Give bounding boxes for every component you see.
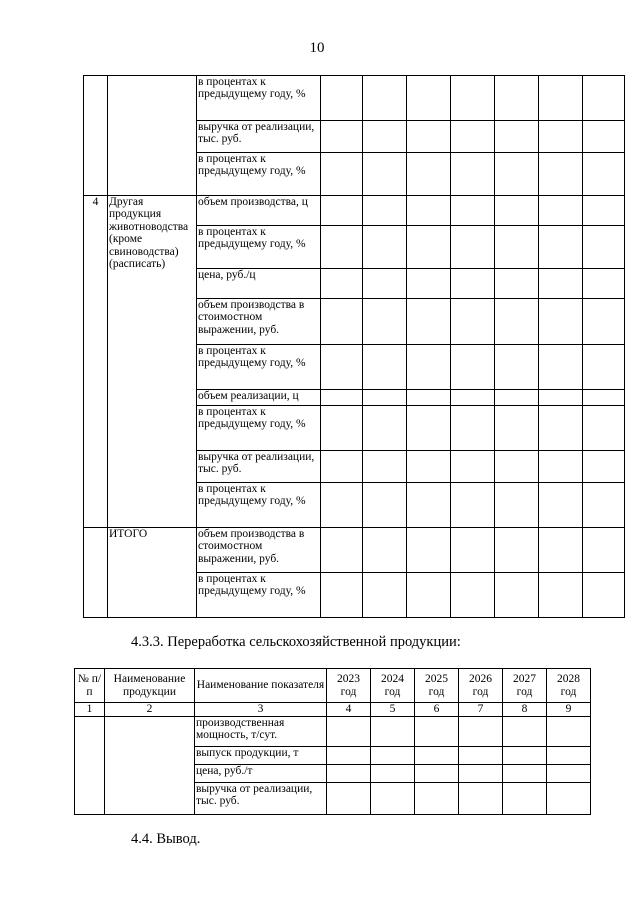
column-header: 2023 год	[327, 669, 371, 703]
column-header: Наименование показателя	[195, 669, 327, 703]
value-cell	[407, 153, 451, 196]
indicator-cell: выручка от реализации, тыс. руб.	[197, 451, 321, 483]
value-cell	[495, 406, 539, 451]
section-heading-4-4: 4.4. Вывод.	[131, 831, 201, 847]
indicator-cell: выручка от реализации, тыс. руб.	[195, 783, 327, 815]
value-cell	[459, 783, 503, 815]
value-cell	[583, 345, 625, 390]
value-cell	[363, 76, 407, 121]
number-cell	[84, 528, 108, 618]
value-cell	[407, 345, 451, 390]
value-cell	[407, 451, 451, 483]
value-cell	[547, 747, 591, 765]
indicator-cell: в процентах к предыдущему году, %	[197, 76, 321, 121]
indicator-cell: в процентах к предыдущему году, %	[197, 406, 321, 451]
column-number: 4	[327, 703, 371, 717]
header-row	[75, 669, 591, 703]
value-cell	[451, 226, 495, 269]
value-cell	[321, 483, 363, 528]
value-cell	[495, 76, 539, 121]
value-cell	[407, 226, 451, 269]
value-cell	[459, 747, 503, 765]
indicator-cell: цена, руб./ц	[197, 269, 321, 299]
value-cell	[503, 765, 547, 783]
indicator-cell: в процентах к предыдущему году, %	[197, 573, 321, 618]
value-cell	[495, 226, 539, 269]
value-cell	[451, 406, 495, 451]
value-cell	[495, 121, 539, 153]
column-header: Наименование продукции	[105, 669, 195, 703]
total-label: ИТОГО	[108, 528, 197, 618]
value-cell	[539, 153, 583, 196]
table-row	[75, 717, 591, 747]
section-heading-4-3-3: 4.3.3. Переработка сельскохозяйственной продукции:	[131, 634, 461, 650]
value-cell	[321, 121, 363, 153]
value-cell	[451, 269, 495, 299]
value-cell	[363, 269, 407, 299]
indicator-cell: выручка от реализации, тыс. руб.	[197, 121, 321, 153]
value-cell	[495, 299, 539, 345]
value-cell	[539, 226, 583, 269]
column-header: 2028 год	[547, 669, 591, 703]
value-cell	[451, 390, 495, 406]
value-cell	[407, 483, 451, 528]
indicator-cell: объем производства, ц	[197, 196, 321, 226]
value-cell	[415, 765, 459, 783]
column-number: 7	[459, 703, 503, 717]
column-header: 2024 год	[371, 669, 415, 703]
value-cell	[539, 390, 583, 406]
indicator-cell: объем производства в стоимостном выражении, руб.	[197, 528, 321, 573]
value-cell	[321, 345, 363, 390]
value-cell	[583, 269, 625, 299]
value-cell	[321, 299, 363, 345]
value-cell	[503, 717, 547, 747]
value-cell	[583, 406, 625, 451]
value-cell	[321, 528, 363, 573]
product-name: Другая продукция животноводства (кроме свиноводства) (расписать)	[108, 196, 197, 528]
column-number-row	[75, 703, 591, 717]
value-cell	[583, 451, 625, 483]
value-cell	[495, 451, 539, 483]
value-cell	[321, 269, 363, 299]
value-cell	[327, 765, 371, 783]
value-cell	[547, 765, 591, 783]
indicator-cell: производственная мощность, т/сут.	[195, 717, 327, 747]
value-cell	[495, 573, 539, 618]
value-cell	[415, 747, 459, 765]
value-cell	[539, 269, 583, 299]
value-cell	[407, 390, 451, 406]
value-cell	[495, 390, 539, 406]
table-row	[84, 196, 625, 226]
value-cell	[583, 483, 625, 528]
value-cell	[321, 451, 363, 483]
product-cell	[105, 717, 195, 815]
value-cell	[539, 451, 583, 483]
value-cell	[407, 76, 451, 121]
value-cell	[363, 196, 407, 226]
table-row	[84, 76, 625, 121]
value-cell	[321, 226, 363, 269]
value-cell	[547, 717, 591, 747]
indicator-cell: объем производства в стоимостном выражении, руб.	[197, 299, 321, 345]
value-cell	[407, 269, 451, 299]
value-cell	[539, 528, 583, 573]
value-cell	[451, 121, 495, 153]
product-cell	[108, 76, 197, 196]
value-cell	[363, 226, 407, 269]
value-cell	[415, 783, 459, 815]
value-cell	[407, 528, 451, 573]
value-cell	[495, 196, 539, 226]
value-cell	[495, 345, 539, 390]
column-number: 3	[195, 703, 327, 717]
value-cell	[363, 299, 407, 345]
indicator-cell: объем реализации, ц	[197, 390, 321, 406]
value-cell	[451, 299, 495, 345]
column-number: 9	[547, 703, 591, 717]
livestock-production-table	[83, 75, 625, 618]
value-cell	[451, 573, 495, 618]
value-cell	[451, 345, 495, 390]
value-cell	[459, 717, 503, 747]
indicator-cell: выпуск продукции, т	[195, 747, 327, 765]
value-cell	[583, 196, 625, 226]
value-cell	[451, 76, 495, 121]
value-cell	[503, 783, 547, 815]
value-cell	[363, 153, 407, 196]
value-cell	[321, 390, 363, 406]
value-cell	[583, 390, 625, 406]
column-header: 2026 год	[459, 669, 503, 703]
row-number: 4	[84, 196, 108, 528]
value-cell	[495, 483, 539, 528]
column-header: 2025 год	[415, 669, 459, 703]
value-cell	[363, 345, 407, 390]
indicator-cell: цена, руб./т	[195, 765, 327, 783]
column-number: 1	[75, 703, 105, 717]
value-cell	[407, 299, 451, 345]
indicator-cell: в процентах к предыдущему году, %	[197, 345, 321, 390]
value-cell	[451, 196, 495, 226]
value-cell	[451, 528, 495, 573]
value-cell	[363, 121, 407, 153]
indicator-cell: в процентах к предыдущему году, %	[197, 153, 321, 196]
value-cell	[503, 747, 547, 765]
value-cell	[495, 269, 539, 299]
value-cell	[451, 153, 495, 196]
value-cell	[321, 196, 363, 226]
value-cell	[539, 483, 583, 528]
value-cell	[363, 390, 407, 406]
page-number: 10	[309, 40, 325, 56]
value-cell	[327, 717, 371, 747]
value-cell	[583, 76, 625, 121]
value-cell	[539, 573, 583, 618]
column-number: 2	[105, 703, 195, 717]
value-cell	[371, 765, 415, 783]
column-header: № п/п	[75, 669, 105, 703]
value-cell	[363, 451, 407, 483]
value-cell	[583, 226, 625, 269]
value-cell	[407, 121, 451, 153]
value-cell	[539, 196, 583, 226]
column-number: 8	[503, 703, 547, 717]
value-cell	[583, 121, 625, 153]
value-cell	[415, 717, 459, 747]
value-cell	[451, 483, 495, 528]
value-cell	[583, 573, 625, 618]
value-cell	[407, 196, 451, 226]
value-cell	[371, 747, 415, 765]
value-cell	[451, 451, 495, 483]
value-cell	[371, 783, 415, 815]
value-cell	[459, 765, 503, 783]
value-cell	[539, 76, 583, 121]
column-number: 5	[371, 703, 415, 717]
value-cell	[321, 153, 363, 196]
value-cell	[363, 573, 407, 618]
value-cell	[539, 406, 583, 451]
value-cell	[539, 121, 583, 153]
value-cell	[321, 76, 363, 121]
value-cell	[583, 528, 625, 573]
column-number: 6	[415, 703, 459, 717]
value-cell	[363, 528, 407, 573]
value-cell	[327, 747, 371, 765]
value-cell	[495, 153, 539, 196]
value-cell	[407, 406, 451, 451]
value-cell	[327, 783, 371, 815]
value-cell	[547, 783, 591, 815]
value-cell	[371, 717, 415, 747]
processing-table	[74, 668, 591, 815]
indicator-cell: в процентах к предыдущему году, %	[197, 483, 321, 528]
value-cell	[539, 345, 583, 390]
value-cell	[583, 299, 625, 345]
number-cell	[84, 76, 108, 196]
table-row	[84, 528, 625, 573]
value-cell	[407, 573, 451, 618]
value-cell	[539, 299, 583, 345]
value-cell	[363, 406, 407, 451]
value-cell	[495, 528, 539, 573]
value-cell	[321, 406, 363, 451]
number-cell	[75, 717, 105, 815]
value-cell	[321, 573, 363, 618]
value-cell	[363, 483, 407, 528]
column-header: 2027 год	[503, 669, 547, 703]
indicator-cell: в процентах к предыдущему году, %	[197, 226, 321, 269]
value-cell	[583, 153, 625, 196]
